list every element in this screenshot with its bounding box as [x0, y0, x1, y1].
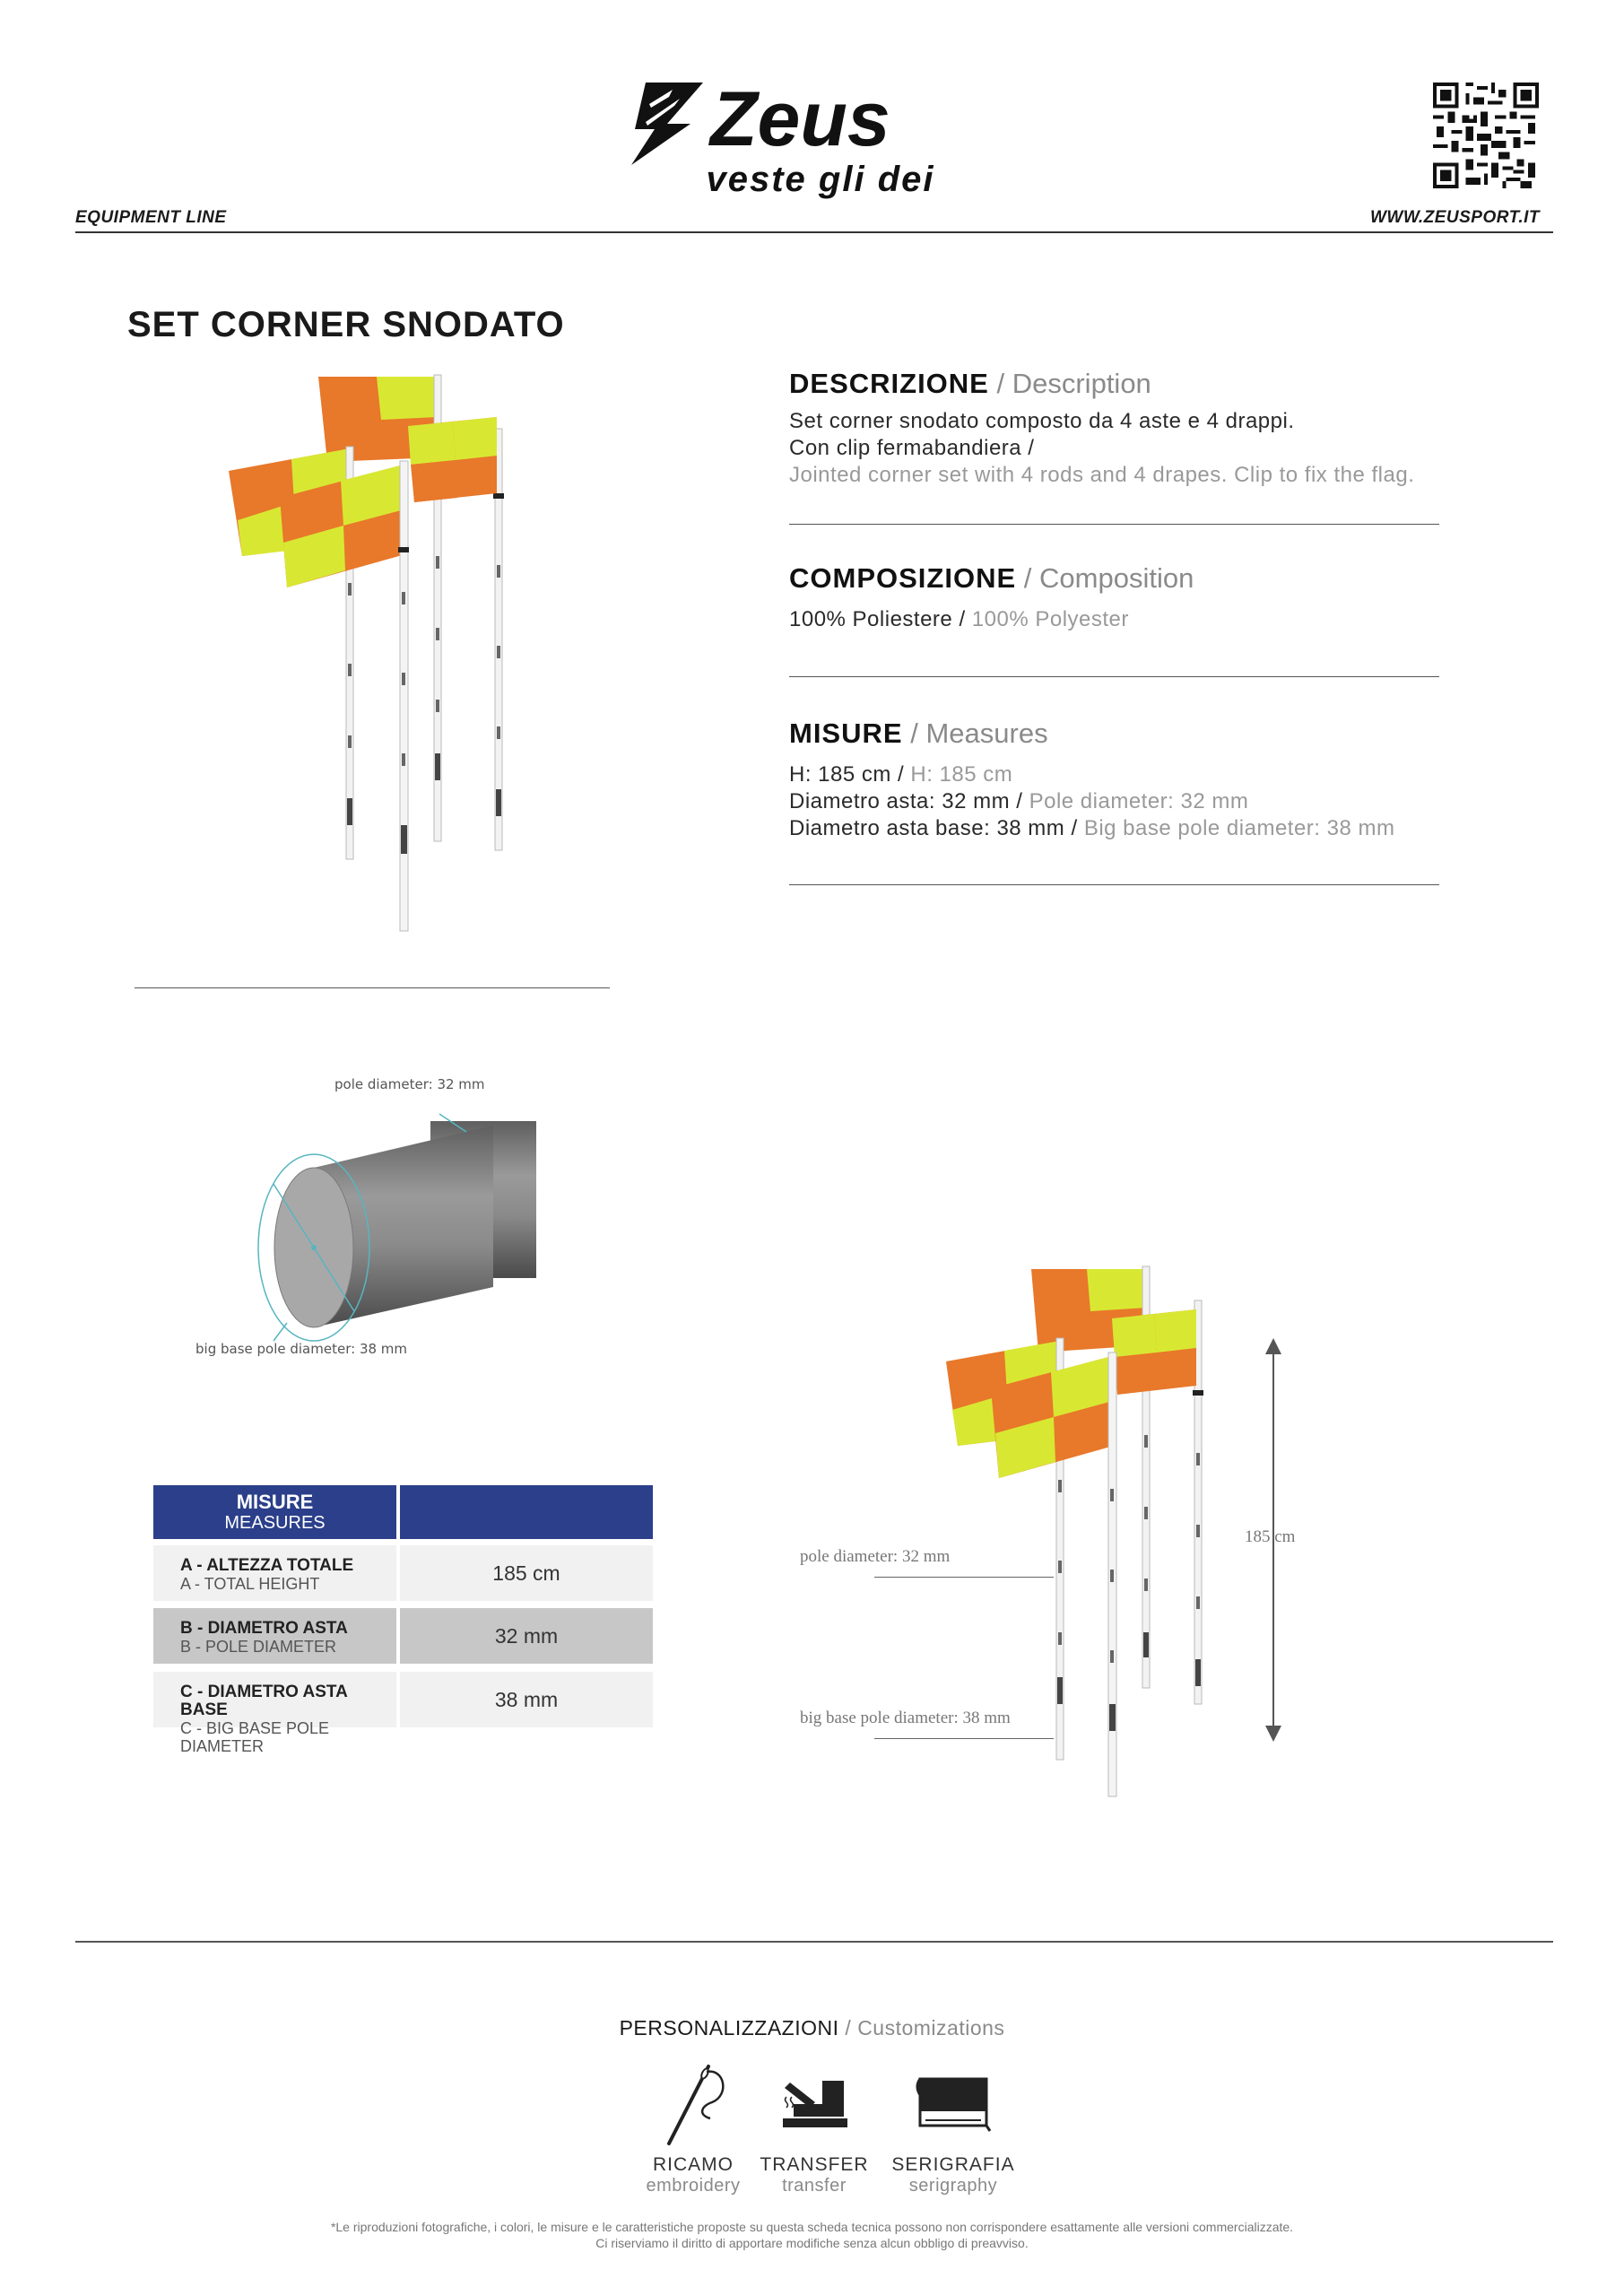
- composition-divider: [789, 676, 1439, 677]
- pole-diameter-callout: pole diameter: 32 mm: [800, 1547, 951, 1566]
- table-row-base-value: 38 mm: [400, 1672, 653, 1727]
- disclaimer: [0, 2219, 1624, 2251]
- description-heading: DESCRIZIONE / Description: [789, 368, 1151, 399]
- table-row-height-label: A - ALTEZZA TOTALE A - TOTAL HEIGHT: [153, 1545, 396, 1601]
- header-divider: [75, 231, 1553, 233]
- customization-transfer: [743, 2059, 886, 2196]
- customization-serigraphy: [881, 2059, 1025, 2196]
- measures-divider: [789, 884, 1439, 885]
- corner-flag-group: [229, 375, 504, 931]
- customizations-heading: PERSONALIZZAZIONI / Customizations: [619, 2016, 1005, 2039]
- needle-thread-icon: [653, 2059, 734, 2149]
- serigraphy-label-en: serigraphy: [908, 2176, 998, 2196]
- table-row-pole-label: B - DIAMETRO ASTA B - POLE DIAMETER: [153, 1608, 396, 1664]
- transfer-label: TRANSFER: [760, 2154, 869, 2175]
- embroidery-label: RICAMO: [653, 2154, 734, 2175]
- table-row-base-label: C - DIAMETRO ASTA BASE C - BIG BASE POLE DIAMETER: [153, 1672, 396, 1727]
- brand-tagline: veste gli dei: [706, 160, 935, 199]
- measures-heading: MISURE / Measures: [789, 718, 1048, 749]
- height-label: 185 cm: [1245, 1527, 1296, 1546]
- base-diameter-callout: big base pole diameter: 38 mm: [800, 1709, 1011, 1727]
- heat-press-icon: [774, 2059, 855, 2149]
- table-header-en: MEASURES: [224, 1513, 326, 1533]
- embroidery-label-en: embroidery: [646, 2176, 741, 2196]
- brand-name: Zeus: [710, 76, 890, 162]
- measures-line-height: H: 185 cm / H: 185 cm: [789, 762, 1013, 787]
- pole-diameter-label: pole diameter: 32 mm: [334, 1076, 485, 1092]
- description-divider: [789, 524, 1439, 525]
- table-header-it: MISURE: [236, 1491, 314, 1513]
- composition-line: 100% Poliestere / 100% Polyester: [789, 607, 1129, 631]
- product-title: SET CORNER SNODATO: [127, 305, 565, 344]
- footer-divider: [75, 1941, 1553, 1943]
- disclaimer-line-1: *Le riproduzioni fotografiche, i colori, le misure e le caratteristiche proposte su questa scheda tecnica possono non corrispondere esattamente alle versioni commercializzate.: [330, 2220, 1294, 2234]
- transfer-label-en: transfer: [782, 2176, 847, 2196]
- description-line-1: Set corner snodato composto da 4 aste e 4 drappi.: [789, 409, 1295, 433]
- composition-heading: COMPOSIZIONE / Composition: [789, 562, 1194, 594]
- description-line-3: Jointed corner set with 4 rods and 4 drapes. Clip to fix the flag.: [789, 463, 1415, 487]
- screen-print-icon: [913, 2059, 994, 2149]
- measures-line-pole: Diametro asta: 32 mm / Pole diameter: 32 mm: [789, 789, 1249, 813]
- disclaimer-line-2: Ci riserviamo il diritto di apportare modifiche senza alcun obbligo di preavviso.: [595, 2236, 1029, 2250]
- measures-line-base: Diametro asta base: 38 mm / Big base pole diameter: 38 mm: [789, 816, 1395, 840]
- table-header-blank: [400, 1485, 653, 1539]
- base-callout-line: [874, 1738, 1054, 1739]
- website-link[interactable]: WWW.ZEUSPORT.IT: [1369, 208, 1540, 227]
- serigraphy-label: SERIGRAFIA: [891, 2154, 1015, 2175]
- table-row-pole-value: 32 mm: [400, 1608, 653, 1664]
- description-line-2: Con clip fermabandiera /: [789, 436, 1035, 460]
- base-diameter-label: big base pole diameter: 38 mm: [195, 1341, 408, 1357]
- table-header-measures: [153, 1485, 396, 1539]
- height-diagram-photo: [933, 1256, 1273, 1812]
- product-photo: [215, 359, 538, 942]
- image-divider: [135, 987, 610, 988]
- table-row-height-value: 185 cm: [400, 1545, 653, 1601]
- pole-callout-line: [874, 1577, 1054, 1578]
- equipment-line-label: EQUIPMENT LINE: [75, 208, 227, 227]
- qr-code: [1433, 83, 1539, 188]
- pole-diameter-diagram: [179, 1058, 592, 1363]
